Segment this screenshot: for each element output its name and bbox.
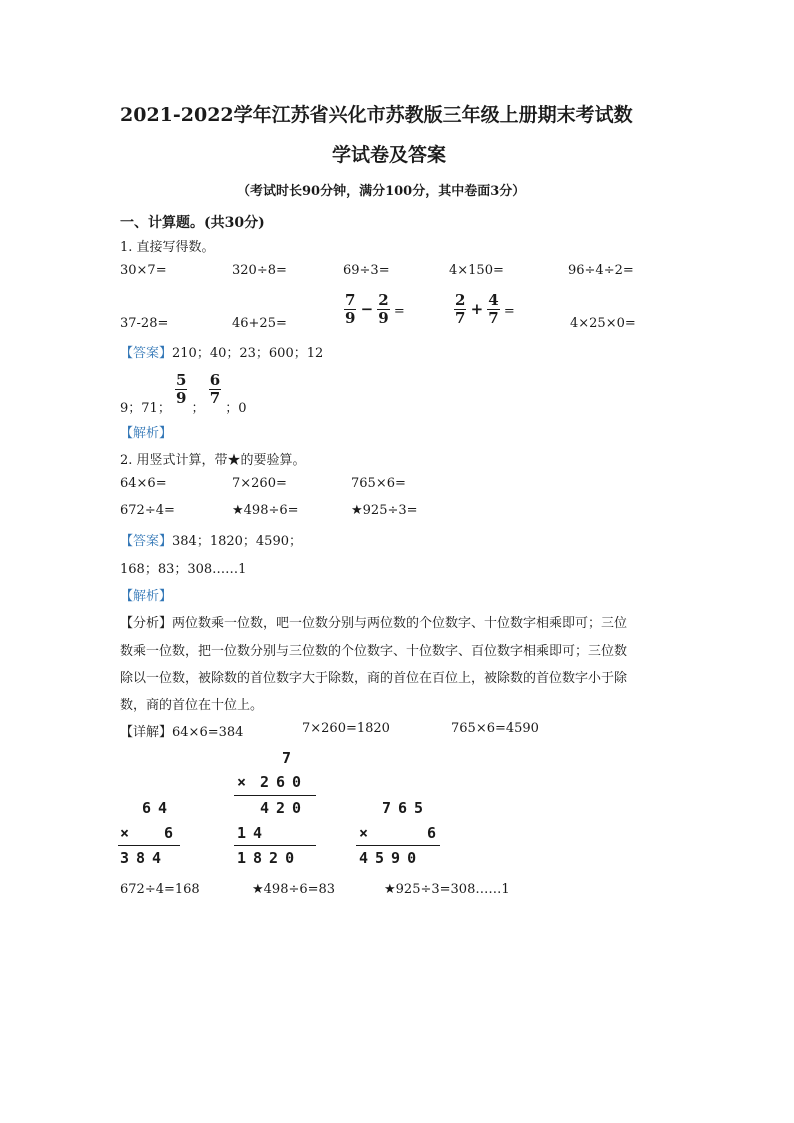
- q1-item: 4×25×0=: [570, 316, 636, 331]
- q1-fraction-expr-a: [344, 292, 405, 327]
- vertical-b-operator: ×: [237, 773, 254, 791]
- q2-analysis-line: [120, 612, 627, 631]
- final-item: ★498÷6=83: [252, 882, 336, 897]
- numerator: 2: [455, 291, 466, 309]
- detail-label: 【详解】: [120, 725, 173, 740]
- denominator: 7: [209, 389, 221, 407]
- q1-item: 30×7=: [120, 263, 167, 278]
- q2-prompt: 2. 用竖式计算，带★的要验算。: [120, 453, 306, 468]
- answer-tag: 【答案】: [120, 346, 173, 361]
- vertical-c-top: 765: [382, 799, 431, 817]
- vertical-b-partial-1: 420: [260, 799, 309, 817]
- q1-item: 320÷8=: [232, 263, 287, 278]
- q1-answer-line-2: [120, 372, 247, 416]
- vertical-c-result: 4590: [359, 849, 424, 867]
- vertical-a-operator: ×: [120, 824, 137, 842]
- vertical-b-partial-2: 14: [237, 824, 270, 842]
- section-heading: 一、计算题。(共30分): [120, 215, 265, 231]
- exam-note: （考试时长90分钟，满分100分，其中卷面3分）: [237, 184, 526, 199]
- vertical-b-top: 7: [282, 749, 299, 767]
- denominator: 9: [345, 309, 356, 327]
- fraction: [454, 292, 466, 327]
- vertical-a-result: 384: [120, 849, 169, 867]
- q2-item: 765×6=: [351, 476, 406, 491]
- vertical-c-bottom: 6: [427, 824, 444, 842]
- denominator: 9: [378, 309, 389, 327]
- detail-item: 765×6=4590: [451, 721, 539, 736]
- q1-answer-line-1: [120, 342, 323, 361]
- q2-item: ★498÷6=: [232, 503, 299, 518]
- q2-item: 672÷4=: [120, 503, 175, 518]
- q1-analysis-tag: 【解析】: [120, 426, 173, 441]
- q2-analysis-tag: 【解析】: [120, 589, 173, 604]
- answer-fraction: [175, 372, 187, 407]
- q1-item: 69÷3=: [343, 263, 390, 278]
- fraction: [487, 292, 499, 327]
- numerator: 2: [378, 291, 389, 309]
- q1-item: 4×150=: [449, 263, 504, 278]
- q1-fraction-expr-b: [454, 292, 515, 327]
- answer-text: 210；40；23；600；12: [172, 346, 324, 361]
- answer-text: ；0: [225, 401, 247, 416]
- q1-prompt: 1. 直接写得数。: [120, 240, 215, 255]
- q2-answer-line-2: 168；83；308……1: [120, 562, 247, 577]
- operator: +: [470, 300, 484, 318]
- q1-item: 46+25=: [232, 316, 287, 331]
- vertical-a-bottom: 6: [164, 824, 181, 842]
- denominator: 7: [455, 309, 466, 327]
- denominator: 9: [175, 389, 187, 407]
- title-line-2: 学试卷及答案: [332, 144, 447, 166]
- answer-text: 384；1820；4590；: [172, 534, 302, 549]
- detail-item: 64×6=384: [172, 725, 244, 740]
- vertical-b-result: 1820: [237, 849, 302, 867]
- analysis-label: 【分析】: [120, 616, 173, 631]
- q2-detail-line: [120, 721, 243, 740]
- equals: =: [503, 304, 515, 319]
- title-line-1: 2021-2022学年江苏省兴化市苏教版三年级上册期末考试数: [120, 104, 633, 126]
- operator: −: [360, 300, 374, 318]
- numerator: 7: [345, 291, 356, 309]
- numerator: 6: [209, 371, 221, 389]
- final-item: 672÷4=168: [120, 882, 200, 897]
- q2-analysis-line: 除以一位数，被除数的首位数字大于除数，商的首位在百位上，被除数的首位数字小于除: [120, 671, 628, 686]
- equals: =: [393, 304, 405, 319]
- separator: ；: [191, 401, 205, 416]
- q2-analysis-line: 数乘一位数，把一位数分别与三位数的个位数字、十位数字、百位数字相乘即可；三位数: [120, 644, 628, 659]
- q2-item: ★925÷3=: [351, 503, 418, 518]
- numerator: 4: [488, 291, 499, 309]
- vertical-c-operator: ×: [359, 824, 376, 842]
- vertical-b-bottom: 260: [260, 773, 309, 791]
- q1-item: 37-28=: [120, 316, 169, 331]
- vertical-a-top: 64: [142, 799, 175, 817]
- fraction: [344, 292, 356, 327]
- analysis-text: 两位数乘一位数，吧一位数分别与两位数的个位数字、十位数字相乘即可；三位: [172, 616, 628, 631]
- vertical-c-rule: [356, 845, 440, 846]
- answer-tag: 【答案】: [120, 534, 173, 549]
- answer-text: 9；71；: [120, 401, 171, 416]
- vertical-b-rule: [234, 795, 316, 796]
- fraction: [377, 292, 389, 327]
- final-item: ★925÷3=308……1: [384, 882, 510, 897]
- vertical-a-rule: [118, 845, 180, 846]
- numerator: 5: [175, 371, 187, 389]
- detail-item: 7×260=1820: [302, 721, 390, 736]
- q1-item: 96÷4÷2=: [568, 263, 634, 278]
- q2-item: 64×6=: [120, 476, 167, 491]
- vertical-b-rule: [234, 845, 316, 846]
- answer-fraction: [209, 372, 221, 407]
- q2-item: 7×260=: [232, 476, 287, 491]
- q2-analysis-line: 数，商的首位在十位上。: [120, 698, 264, 713]
- denominator: 7: [488, 309, 499, 327]
- q2-answer-line-1: [120, 530, 302, 549]
